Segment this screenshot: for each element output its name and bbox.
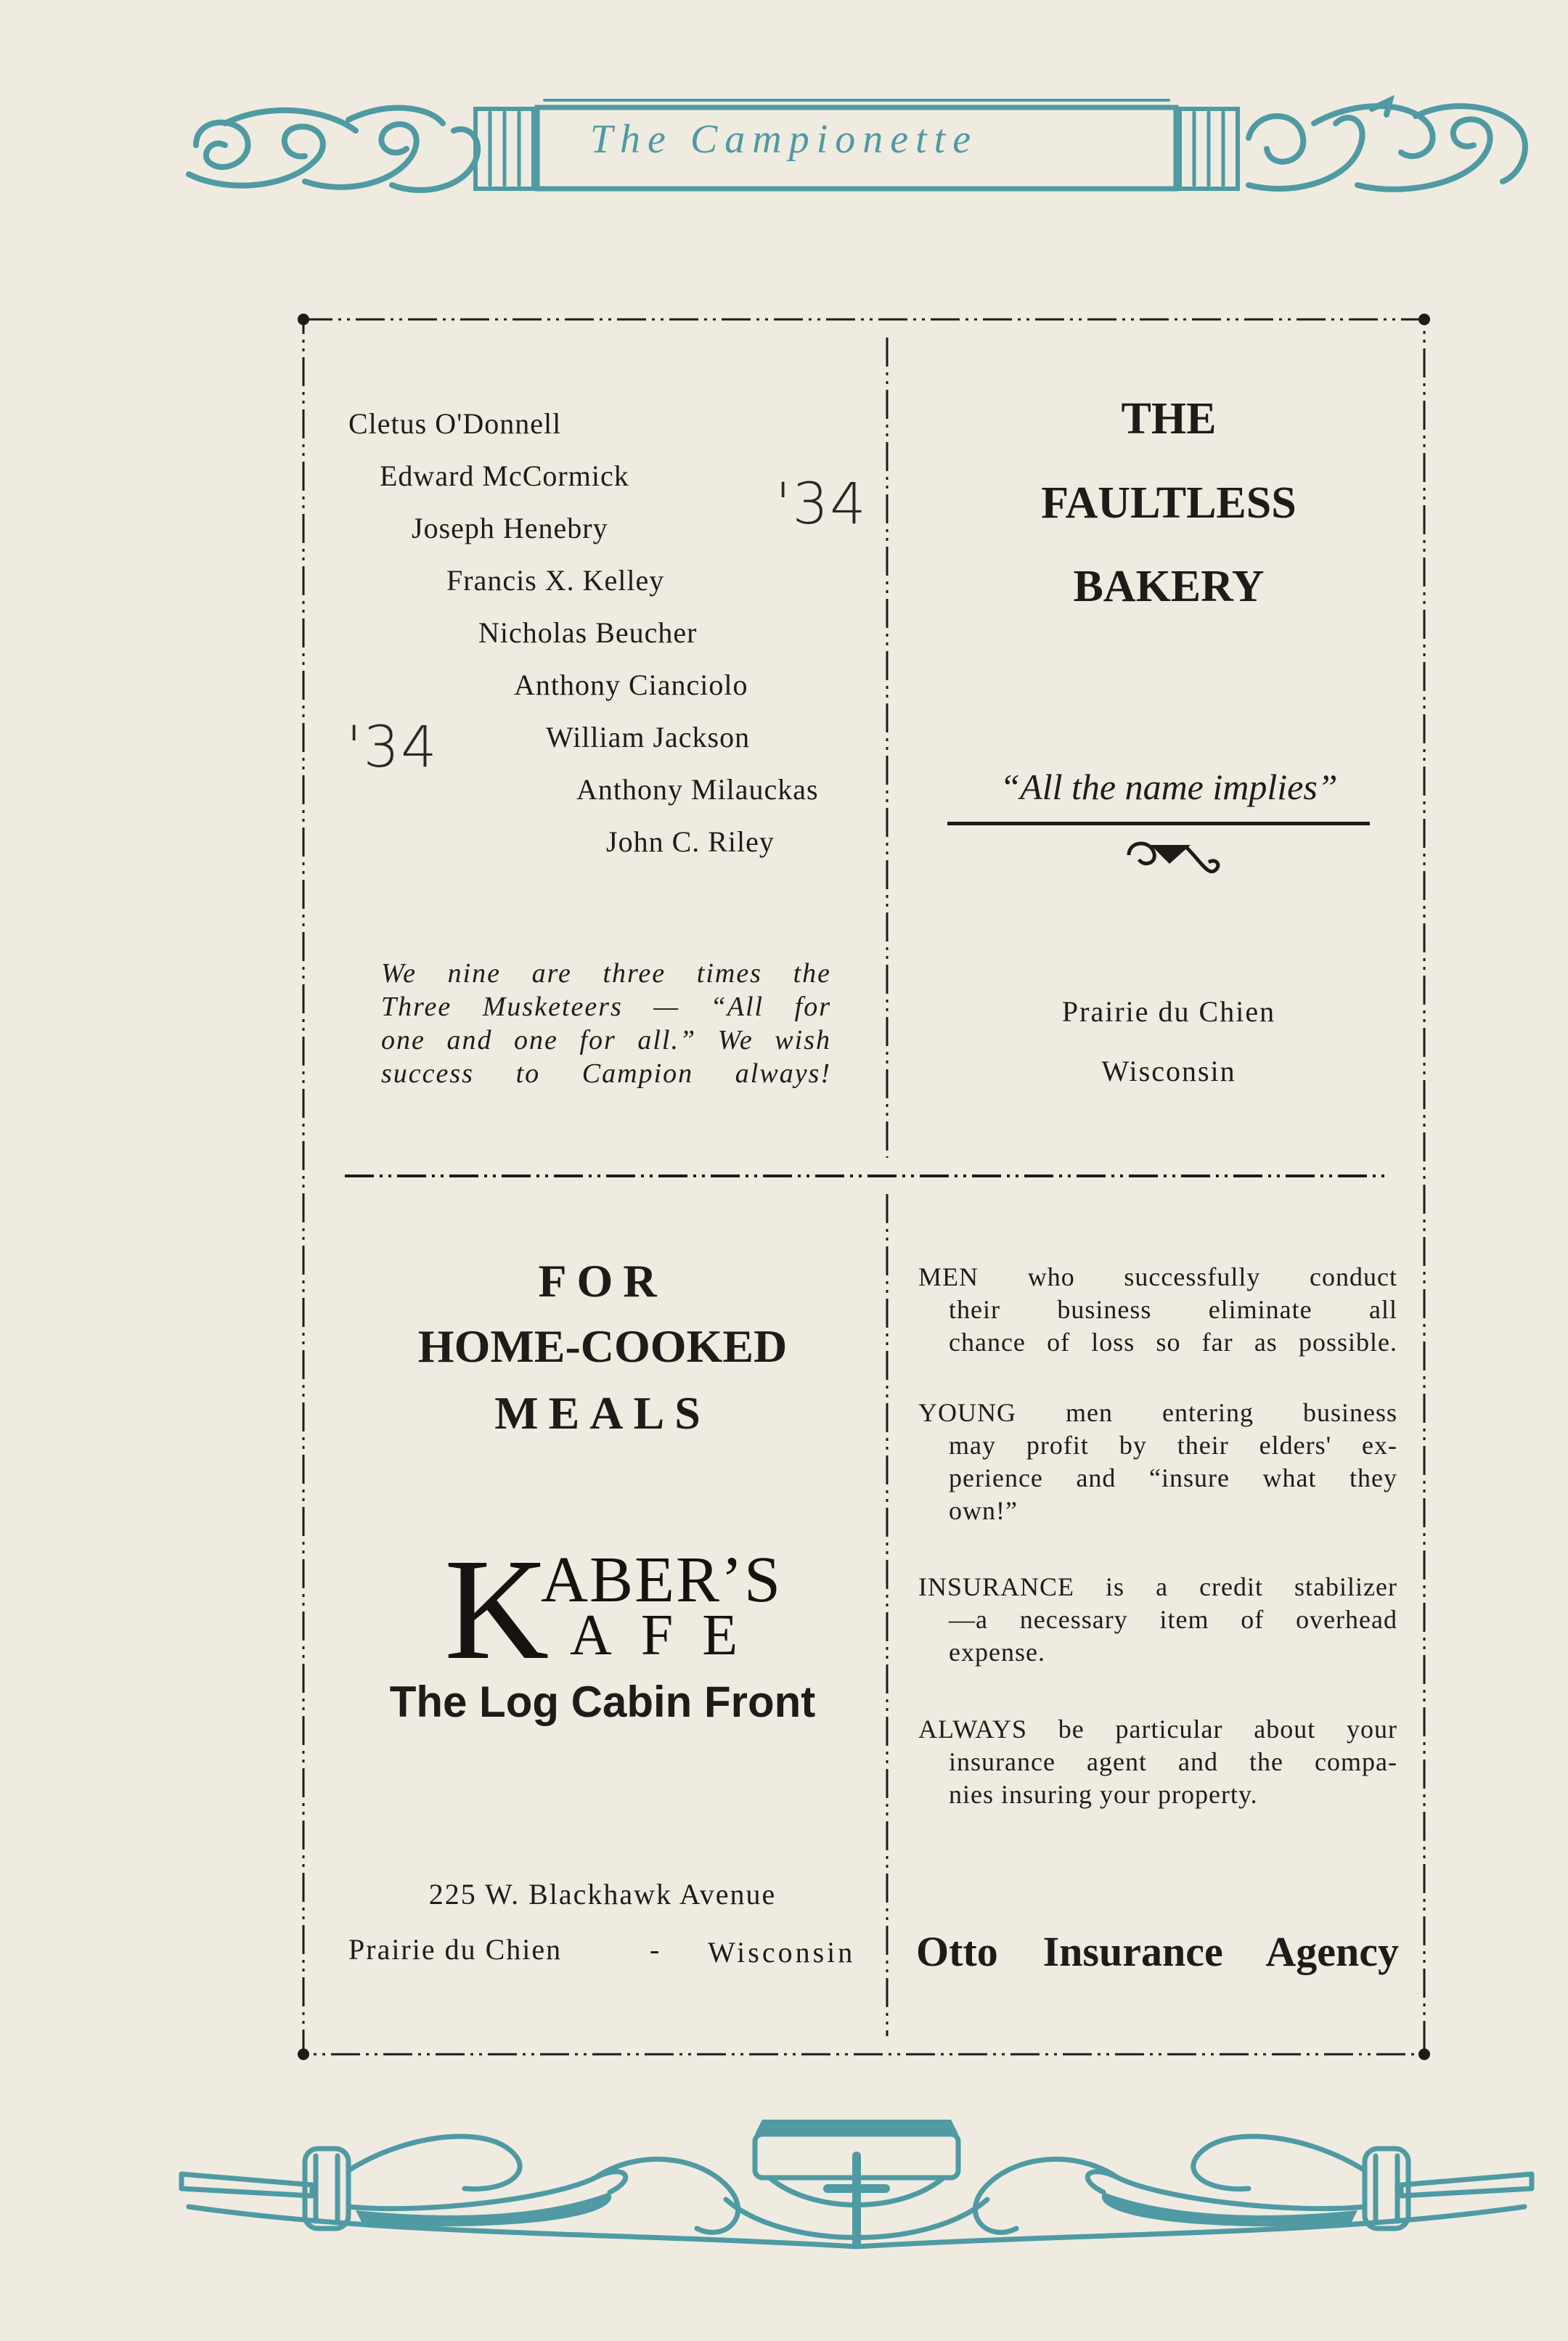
class-year-left: '34 <box>346 715 438 780</box>
insurance-line: ALWAYS be particular about your <box>918 1715 1397 1744</box>
kabers-logo-initial: K <box>444 1529 550 1690</box>
bakery-state: Wisconsin <box>1101 1055 1236 1087</box>
insurance-paragraph <box>918 1397 1397 1527</box>
insurance-line: expense. <box>949 1638 1045 1667</box>
bakery-divider <box>947 822 1370 825</box>
bakery-title-line: THE <box>1121 394 1217 444</box>
insurance-paragraph <box>918 1713 1397 1811</box>
insurance-line: MEN who successfully conduct <box>918 1262 1397 1291</box>
footer-ornament <box>174 2105 1539 2258</box>
insurance-line: —a necessary item of overhead <box>949 1605 1397 1634</box>
class-member-name: William Jackson <box>546 721 751 753</box>
header-title: The Campionette <box>589 117 979 162</box>
bakery-title-line: BAKERY <box>1073 562 1265 611</box>
kabers-logo-line1: ABER’S <box>541 1544 783 1616</box>
insurance-line: INSURANCE is a credit stabilizer <box>918 1572 1397 1601</box>
insurance-paragraph <box>918 1571 1397 1669</box>
insurance-line: chance of loss so far as possible. <box>949 1328 1397 1357</box>
bakery-city: Prairie du Chien <box>1061 995 1276 1028</box>
kabers-street: 225 W. Blackhawk Avenue <box>428 1878 777 1911</box>
class-member-name: Anthony Milauckas <box>576 773 819 806</box>
kabers-logo-line2: AFE <box>570 1603 767 1667</box>
insurance-agency-name: Otto Insurance Agency <box>916 1928 1399 1975</box>
kabers-city: Prairie du Chien <box>348 1933 563 1966</box>
musketeer-quote <box>381 957 831 1090</box>
insurance-line: their business eliminate all <box>949 1295 1397 1324</box>
insurance-line: own!” <box>949 1496 1018 1525</box>
bakery-title-line: FAULTLESS <box>1041 478 1297 528</box>
class-year-right: '34 <box>775 472 867 537</box>
kabers-tagline: The Log Cabin Front <box>389 1678 816 1726</box>
quote-line: We nine are three times the <box>381 958 831 989</box>
insurance-line: insurance agent and the compa- <box>949 1747 1397 1776</box>
kabers-separator: - <box>650 1933 660 1966</box>
class-member-name: John C. Riley <box>606 825 775 858</box>
quote-line: one and one for all.” We wish <box>381 1025 831 1055</box>
meals-headline-line: FOR <box>538 1255 667 1307</box>
insurance-line: perience and “insure what they <box>949 1463 1397 1492</box>
insurance-line: may profit by their elders' ex- <box>949 1431 1397 1460</box>
class-member-name: Nicholas Beucher <box>478 616 698 649</box>
bakery-ornament-icon <box>1122 833 1223 883</box>
meals-headline-line: HOME-COOKED <box>417 1320 788 1372</box>
class-member-name: Cletus O'Donnell <box>348 407 562 440</box>
class-member-name: Edward McCormick <box>380 459 629 492</box>
class-member-name: Joseph Henebry <box>412 512 608 544</box>
bakery-slogan: “All the name implies” <box>1000 767 1338 807</box>
kabers-state: Wisconsin <box>708 1936 856 1969</box>
insurance-line: nies insuring your property. <box>949 1780 1258 1809</box>
meals-headline-line: MEALS <box>494 1387 711 1439</box>
insurance-line: YOUNG men entering business <box>918 1398 1397 1427</box>
class-member-name: Anthony Cianciolo <box>514 669 748 701</box>
insurance-paragraph <box>918 1261 1397 1359</box>
quote-line: Three Musketeers — “All for <box>381 992 831 1022</box>
class-member-name: Francis X. Kelley <box>446 564 665 597</box>
quote-line: success to Campion always! <box>381 1058 831 1089</box>
